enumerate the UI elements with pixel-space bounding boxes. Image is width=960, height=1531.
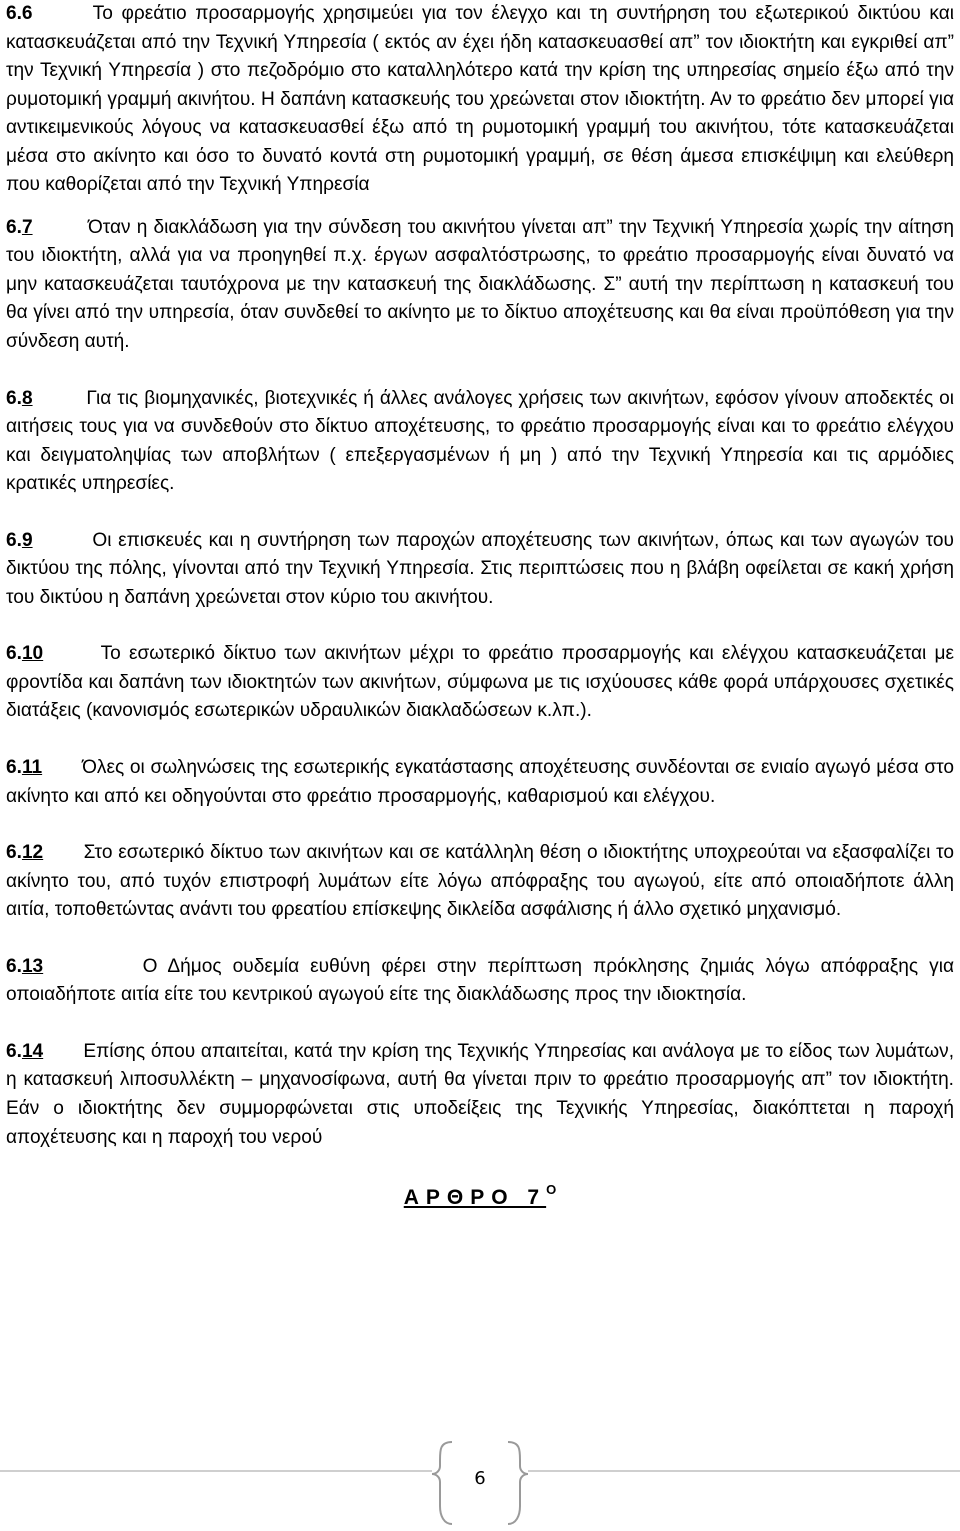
paragraph-text: Ο Δήμος ουδεμία ευθύνη φέρει στην περίπτωση πρόκλησης ζημιάς λόγω απόφραξης για οποιαδήποτε αιτία είτε του κεντρικού αγωγού είτε της διακλάδωσης προς την ιδιοκτησία. (6, 955, 954, 1006)
paragraph-text: Στο εσωτερικό δίκτυο των ακινήτων και σε κατάλληλη θέση ο ιδιοκτήτης υποχρεούται να εξασφαλίζει το ακίνητο του, από τυχόν επιστροφή λυμάτων είτε λόγω απόφραξης του αγωγού, είτε από οποιαδήποτε άλλη αιτία, τοποθετώντας ανάντι του φρεατίου επίσκεψης δικλείδα ασφάλισης ή άλλο σχετικό μηχανισμό. (6, 842, 954, 921)
paragraph-number: 6.10 (6, 643, 44, 665)
paragraph-text: Το εσωτερικό δίκτυο των ακινήτων μέχρι το φρεάτιο προσαρμογής και ελέγχου κατασκευάζεται με φροντίδα και δαπάνη των ιδιοκτητών των ακινήτων, σύμφωνα με τις ισχύουσες κάθε φορά υπάρχουσες σχετικές διατάξεις (κανονισμός εσωτερικών υδραυλικών διακλαδώσεων κ.λπ.). (6, 643, 954, 722)
paragraph-number: 6.11 (6, 757, 43, 779)
paragraph-number: 6.9 (6, 529, 33, 551)
paragraph-number: 6.8 (6, 387, 33, 409)
paragraph-6-8 (6, 385, 954, 499)
article-title: ΑΡΘΡΟ 7 (403, 1186, 547, 1210)
paragraph-6-13 (6, 953, 954, 1010)
paragraph-text: Οι επισκευές και η συντήρηση των παροχών αποχέτευσης των ακινήτων, όπως και των αγωγών του δικτύου της πόλης, γίνονται από την Τεχνική Υπηρεσία. Στις περιπτώσεις που η βλάβη οφείλεται σε κακή χρήση του δικτύου η δαπάνη χρεώνεται στον κύριο του ακινήτου. (6, 529, 954, 608)
paragraph-text: Επίσης όπου απαιτείται, κατά την κρίση της Τεχνικής Υπηρεσίας και ανάλογα με το είδος των λυμάτων, η κατασκευή λιποσυλλέκτη – μηχανοσίφωνα, αυτή θα γίνεται πριν το φρεάτιο προσαρμογής απ” τον ιδιοκτήτη. Εάν ο ιδιοκτήτης δεν συμμορφώνεται στις υποδείξεις της Τεχνικής Υπηρεσίας, διακόπτεται η παροχή αποχέτευσης και η παροχή του νερού (6, 1040, 954, 1148)
page-number: 6 (474, 1468, 486, 1489)
paragraph-number: 6.13 (6, 955, 44, 977)
paragraph-text: Όταν η διακλάδωση για την σύνδεση του ακινήτου γίνεται απ” την Τεχνική Υπηρεσία χωρίς την αίτηση του ιδιοκτήτη, αλλά για να προηγηθεί π.χ. έργων ασφαλτόστρωσης, το φρεάτιο προσαρμογής είναι δυνατό να μην κατασκευάζεται ταυτόχρονα με την κατασκευή της διακλάδωσης. Σ” αυτή την περίπτωση η κατασκευή του θα γίνει από την υπηρεσία, όταν συνδεθεί το ακίνητο με το δίκτυο αποχέτευσης και θα είναι προϋπόθεση για την σύνδεση αυτή. (6, 216, 955, 353)
paragraph-6-6 (6, 0, 954, 200)
paragraph-6-11 (6, 754, 954, 811)
paragraph-number: 6.12 (6, 842, 44, 864)
paragraph-number: 6.6 (6, 3, 33, 24)
document-body (6, 0, 954, 1213)
footer-left-brace (432, 1442, 452, 1524)
footer-right-brace (508, 1442, 528, 1524)
paragraph-6-10 (6, 640, 954, 726)
paragraph-number: 6.14 (6, 1040, 44, 1062)
paragraph-6-7 (6, 214, 954, 357)
paragraph-6-12 (6, 839, 954, 925)
paragraph-number: 6.7 (6, 216, 33, 238)
article-heading (6, 1178, 954, 1213)
paragraph-text: Για τις βιομηχανικές, βιοτεχνικές ή άλλες ανάλογες χρήσεις των ακινήτων, εφόσον γίνουν αποδεκτές οι αιτήσεις τους για να συνδεθούν στο δίκτυο αποχέτευσης, το φρεάτιο προσαρμογής είναι και το φρεάτιο ελέγχου και δειγματοληψίας των αποβλήτων ( επεξεργασμένων ή μη ) από την Τεχνική Υπηρεσία και τις αρμόδιες κρατικές υπηρεσίες. (6, 387, 954, 495)
paragraph-text: Το φρεάτιο προσαρμογής χρησιμεύει για τον έλεγχο και τη συντήρηση του εξωτερικού δικτύου και κατασκευάζεται από την Τεχνική Υπηρεσία ( εκτός αν έχει ήδη κατασκευασθεί απ” τον ιδιοκτήτη και εγκριθεί απ” την Τεχνική Υπηρεσία ) στο πεζοδρόμιο στο καταλληλότερο κατά την κρίση της υπηρεσίας σημείο έξω από την ρυμοτομική γραμμή ακινήτου. Η δαπάνη κατασκευής του χρεώνεται στον ιδιοκτήτη. Αν το φρεάτιο δεν μπορεί για αντικειμενικούς λόγους να κατασκευασθεί έξω από τη ρυμοτομική γραμμή του ακινήτου, τότε κατασκευάζεται μέσα στο ακίνητο και όσο το δυνατό κοντά στη ρυμοτομική γραμμή, σε θέση άμεσα επισκέψιμη και ελεύθερη που καθορίζεται από την Τεχνική Υπηρεσία (6, 3, 954, 196)
paragraph-text: Όλες οι σωληνώσεις της εσωτερικής εγκατάστασης αποχέτευσης συνδέονται σε ενιαίο αγωγό μέσα στο ακίνητο και από κει οδηγούνται στο φρεάτιο προσαρμογής, καθαρισμού και ελέγχου. (6, 757, 955, 807)
paragraph-6-14 (6, 1038, 954, 1152)
article-superscript: Ο (546, 1182, 557, 1198)
paragraph-6-9 (6, 527, 954, 613)
